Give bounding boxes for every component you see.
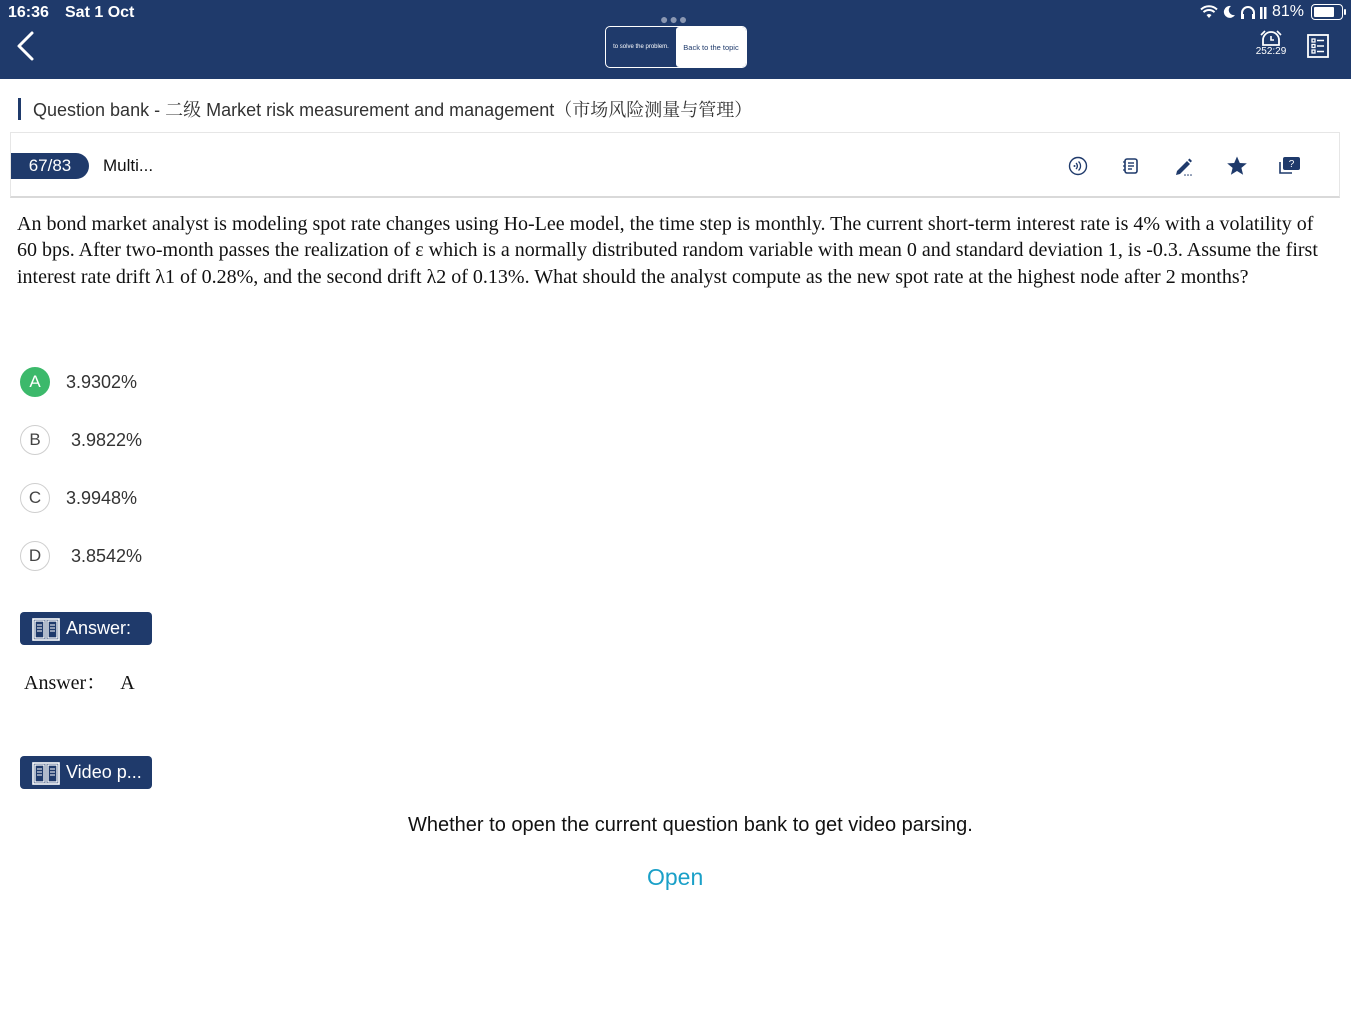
battery-percent: 81%	[1271, 3, 1304, 20]
video-section-badge	[20, 756, 152, 789]
pencil-icon	[1174, 156, 1194, 176]
timer[interactable]	[1251, 30, 1291, 57]
tab-back-to-topic[interactable]: Back to the topic	[676, 27, 746, 67]
timer-value: 252:29	[1255, 46, 1287, 57]
option-c[interactable]	[20, 483, 137, 513]
option-b-value: 3.9822%	[71, 429, 143, 450]
question-number: 67/83	[11, 153, 89, 179]
video-notice-message: Whether to open the current question bank to get video parsing.	[408, 814, 973, 836]
answer-section-title: Answer:	[66, 618, 132, 638]
view-mode-toggle[interactable]	[605, 26, 747, 68]
answer-value: A	[120, 672, 135, 694]
book-icon	[32, 760, 60, 786]
status-date: Sat 1 Oct	[65, 4, 135, 21]
headphones-icon	[1240, 5, 1256, 19]
battery-icon	[1311, 4, 1343, 20]
alarm-clock-icon	[1259, 30, 1283, 46]
audio-button[interactable]	[1051, 154, 1104, 178]
question-feedback-icon	[1278, 156, 1302, 176]
answer-sheet-icon[interactable]	[1307, 34, 1329, 58]
question-text: An bond market analyst is modeling spot rate changes using Ho-Lee model, the time step is monthly. The current short-term interest rate is 4% with a volatility of 60 bps. After two-month passes the realization of ε which is a normally distributed random variable with mean 0 and standard deviation 1, is -0.3. Assume the first interest rate drift λ1 of 0.28%, and the second drift λ2 of 0.13%. What should the analyst compute as the new spot rate at the highest node after 2 months?	[17, 213, 1318, 288]
notes-icon	[1122, 157, 1140, 175]
star-icon	[1226, 155, 1248, 177]
status-indicators	[1200, 3, 1343, 21]
answer-section-badge	[20, 612, 152, 645]
option-d-value: 3.8542%	[71, 545, 143, 566]
svg-text:?: ?	[1288, 159, 1294, 170]
question-toolbar	[1051, 154, 1316, 178]
question-header	[10, 132, 1340, 198]
moon-icon	[1222, 5, 1236, 19]
option-a[interactable]	[20, 367, 137, 397]
option-c-value: 3.9948%	[66, 487, 138, 508]
option-d-letter: D	[20, 541, 50, 571]
option-a-value: 3.9302%	[66, 371, 138, 392]
back-arrow-icon[interactable]	[12, 30, 42, 62]
answer-label: Answer：	[24, 672, 107, 694]
tab-solve-problem[interactable]: to solve the problem.	[613, 44, 669, 50]
multitask-dots-icon[interactable]: ●●●	[660, 11, 689, 27]
feedback-button[interactable]	[1263, 154, 1316, 178]
option-b-letter: B	[20, 425, 50, 455]
option-a-letter: A	[20, 367, 50, 397]
pencil-button[interactable]	[1157, 154, 1210, 178]
breadcrumb-text: Question bank - 二级 Market risk measurement and management（市场风险测量与管理）	[33, 100, 753, 120]
question-type: Multi...	[103, 156, 154, 175]
status-time: 16:36	[8, 4, 49, 21]
option-b[interactable]	[20, 425, 142, 455]
breadcrumb	[18, 97, 752, 121]
signal-icon	[1260, 5, 1268, 19]
breadcrumb-accent-bar	[18, 98, 21, 120]
notes-button[interactable]	[1104, 154, 1157, 178]
answer-line	[24, 666, 135, 695]
top-bar	[0, 0, 1351, 79]
option-c-letter: C	[20, 483, 50, 513]
open-video-link[interactable]: Open	[647, 864, 704, 890]
audio-icon	[1068, 156, 1088, 176]
favorite-button[interactable]	[1210, 154, 1263, 178]
book-icon	[32, 616, 60, 642]
option-d[interactable]	[20, 541, 142, 571]
wifi-icon	[1200, 5, 1218, 19]
video-section-title: Video p...	[66, 762, 142, 782]
